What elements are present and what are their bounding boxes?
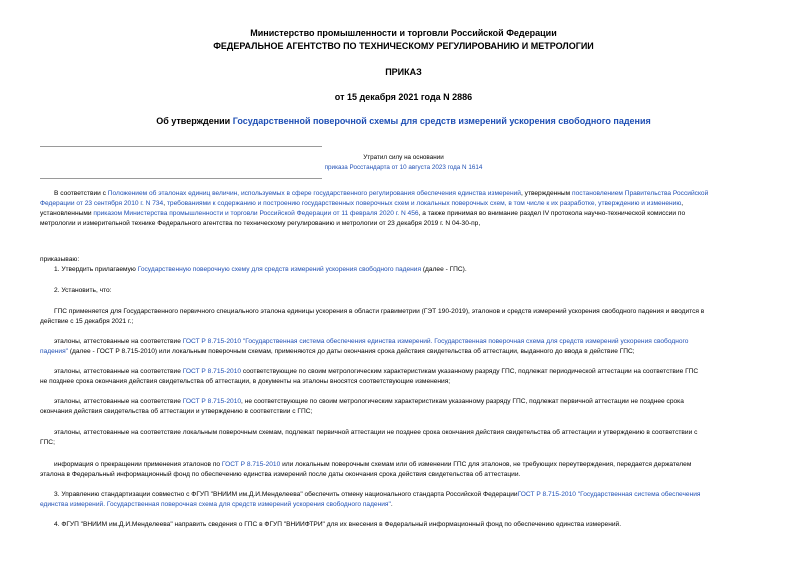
preamble-text: , bbox=[163, 200, 167, 207]
preamble-text: установленными bbox=[40, 210, 94, 217]
item-text: 2. Установить, что: bbox=[54, 287, 112, 294]
item-2 bbox=[40, 286, 768, 296]
para-etalons-1 bbox=[40, 337, 768, 357]
order-word bbox=[40, 255, 768, 265]
doc-date-number: от 15 декабря 2021 года N 2886 bbox=[334, 92, 473, 102]
link-gost[interactable]: ГОСТ Р 8.715-2010 "Государственная система обеспечения единства измерений. Государственная поверочная схема для средств измерений ускорения свободного bbox=[182, 338, 689, 345]
para-text: эталоны, аттестованные на соответствие локальным поверочным схемам, подлежат первичной аттестации не позднее срока окончания действия свидетельства об аттестации и утверждению в соответствии с bbox=[54, 429, 698, 436]
para-text: информация о прекращении применения эталонов по bbox=[54, 461, 222, 468]
link-government-decree-date[interactable]: Федерации от 23 сентября 2010 г. N 734 bbox=[40, 200, 164, 207]
para-text: эталоны, аттестованные на соответствие bbox=[54, 338, 183, 345]
link-gost[interactable]: падения" bbox=[40, 348, 68, 355]
item-text: (далее - ГПС). bbox=[421, 266, 467, 273]
para-info bbox=[40, 460, 768, 480]
link-gost[interactable]: ГОСТ Р 8.715-2010 "Государственная система обеспечения bbox=[517, 491, 701, 498]
doc-title bbox=[0, 116, 807, 126]
para-text: эталона в Федеральный информационный фонд по обеспечению единства измерений после даты окончания срока действия свидетельства об аттестации. bbox=[40, 471, 521, 478]
para-gps bbox=[40, 307, 768, 327]
para-text: эталоны, аттестованные на соответствие bbox=[54, 368, 183, 375]
para-text: или локальным поверочным схемам или об изменении ГПС для эталонов, не требующих переутверждения, передается держателем bbox=[280, 461, 692, 468]
order-text: приказываю: bbox=[40, 256, 80, 263]
item-3 bbox=[40, 490, 768, 510]
title-prefix: Об утверждении bbox=[156, 116, 233, 126]
para-text: эталоны, аттестованные на соответствие bbox=[54, 398, 183, 405]
divider-bottom bbox=[40, 178, 322, 179]
link-gost[interactable]: единства измерений. Государственная поверочная схема для средств измерений ускорения свободного падения" bbox=[40, 501, 391, 508]
para-text: окончания действия свидетельства об аттестации и утверждению в соответствии с ГПС; bbox=[40, 408, 313, 415]
repeal-link[interactable]: приказа Росстандарта от 10 августа 2023 года N 1614 bbox=[324, 164, 483, 171]
para-text: ГПС применяется для Государственного первичного специального эталона единицы ускорения в области гравиметрии (ГЭТ 190-2019), эталонов и средств измерений ускорения свободного падения и вводится в bbox=[54, 308, 705, 315]
link-gost[interactable]: ГОСТ Р 8.715-2010 bbox=[182, 368, 242, 375]
para-etalons-3 bbox=[40, 397, 768, 417]
para-text: действие с 15 декабря 2021 г.; bbox=[40, 318, 134, 325]
link-regulation[interactable]: Положением об эталонах единиц величин, используемых в сфере государственного регулирования обеспечения единства измерений bbox=[107, 190, 521, 197]
link-gost[interactable]: ГОСТ Р 8.715-2010 bbox=[182, 398, 242, 405]
item-text: . bbox=[390, 501, 393, 508]
agency-name: ФЕДЕРАЛЬНОЕ АГЕНТСТВО ПО ТЕХНИЧЕСКОМУ РЕГУЛИРОВАНИЮ И МЕТРОЛОГИИ bbox=[213, 41, 594, 51]
para-text: , не соответствующие по своим метрологическим характеристикам указанному разряду ГПС, подлежат первичной аттестации не позднее срока bbox=[241, 398, 684, 405]
repeal-note bbox=[322, 153, 485, 173]
preamble bbox=[40, 189, 768, 229]
item-text: 4. ФГУП "ВНИИМ им.Д.И.Менделеева" направить сведения о ГПС в ФГУП "ВНИИФТРИ" для их внесения в Федеральный информационный фонд по обеспечению единства измерений. bbox=[54, 521, 622, 528]
item-4 bbox=[40, 520, 768, 530]
doc-type: ПРИКАЗ bbox=[385, 67, 422, 77]
preamble-text: метрологии и измерительной технике Федерального агентства по техническому регулированию и метрологии от 23 декабря 2019 г. N 04-30-пр, bbox=[40, 220, 481, 227]
item-1 bbox=[40, 265, 768, 275]
divider-top bbox=[40, 146, 322, 147]
para-text: ГПС; bbox=[40, 439, 55, 446]
title-link[interactable]: Государственной поверочной схемы для средств измерений ускорения свободного падения bbox=[232, 116, 651, 126]
preamble-text: , bbox=[681, 200, 684, 207]
para-text: не позднее срока окончания действия свидетельства об аттестации, в документы на эталоны вносятся соответствующие изменения; bbox=[40, 378, 451, 385]
link-gost[interactable]: ГОСТ Р 8.715-2010 bbox=[221, 461, 281, 468]
repeal-text: Утратил силу на основании bbox=[363, 154, 444, 161]
ministry-name: Министерство промышленности и торговли Российской Федерации bbox=[250, 28, 557, 38]
link-ministry-order[interactable]: приказом Министерства промышленности и торговли Российской Федерации от 11 февраля 2020 г. N 456 bbox=[93, 210, 419, 217]
item-text: 3. Управлению стандартизации совместно с ФГУП "ВНИИМ им.Д.И.Менделеева" обеспечить отмену национального стандарта Российской Федерации bbox=[54, 491, 518, 498]
link-government-decree[interactable]: постановлением Правительства Российской bbox=[572, 190, 709, 197]
para-text: соответствующие по своим метрологическим характеристикам указанному разряду ГПС, подлежат периодической аттестации на соответствие ГПС bbox=[241, 368, 699, 375]
link-requirements[interactable]: требованиями к содержанию и построению государственных поверочных схем и локальных поверочных схем, в том числе к их разработке, утверждению и изменению bbox=[166, 200, 682, 207]
preamble-text: В соответствии с bbox=[54, 190, 108, 197]
para-text: (далее - ГОСТ Р 8.715-2010) или локальным поверочным схемам, применяются до даты окончания срока действия свидетельства об аттестации, выданного до ввода в действие ГПС; bbox=[68, 348, 635, 355]
link-gps[interactable]: Государственную поверочную схему для средств измерений ускорения свободного падения bbox=[137, 266, 422, 273]
preamble-text: , а также принимая во внимание раздел IV протокола научно-технической комиссии по bbox=[418, 210, 686, 217]
para-etalons-2 bbox=[40, 367, 768, 387]
preamble-text: , утвержденным bbox=[520, 190, 573, 197]
para-etalons-4 bbox=[40, 428, 768, 448]
item-text: 1. Утвердить прилагаемую bbox=[54, 266, 138, 273]
